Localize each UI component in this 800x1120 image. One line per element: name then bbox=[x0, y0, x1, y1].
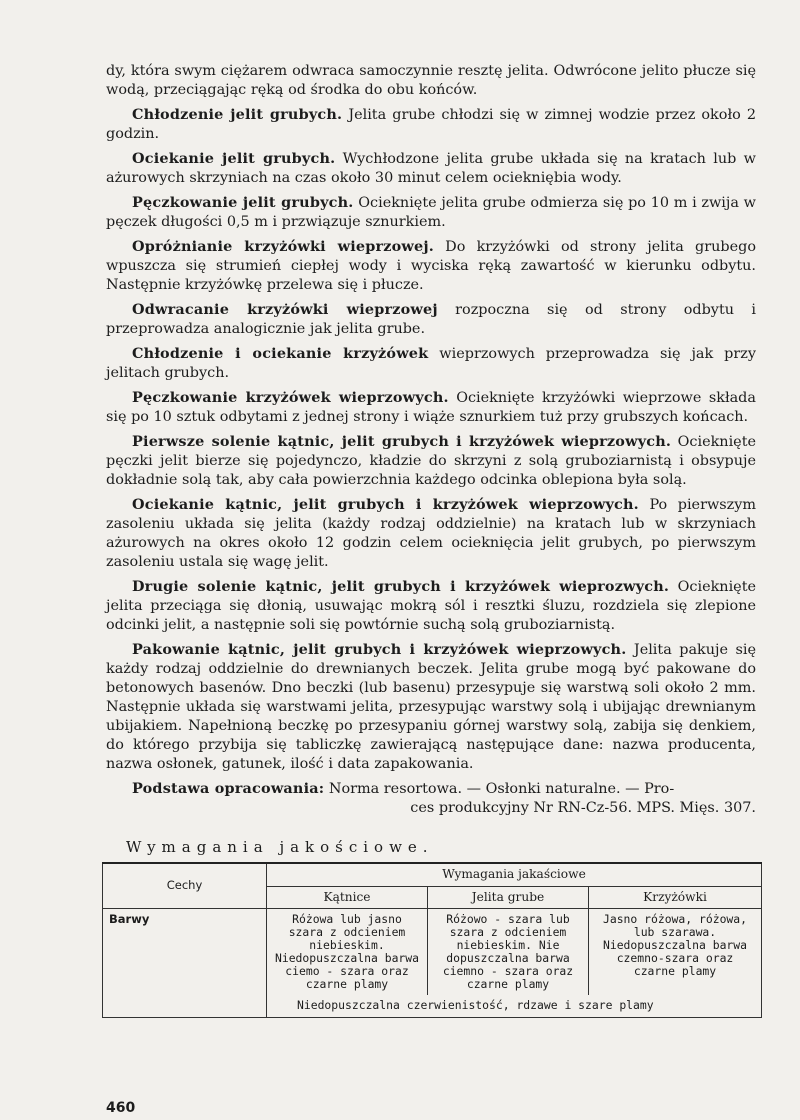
paragraph-heading: Chłodzenie i ociekanie krzyżówek bbox=[132, 345, 429, 362]
paragraph-heading: Ociekanie jelit grubych. bbox=[132, 150, 336, 167]
paragraph-text: Ocieknięte jelita grube odmierza się po 10 m i zwija w pęczek długości 0,5 m i przwiązuje sznurkiem. bbox=[106, 195, 756, 230]
paragraphs bbox=[106, 62, 756, 774]
paragraph bbox=[106, 105, 756, 144]
header-feature: Cechy bbox=[103, 863, 267, 909]
paragraph bbox=[106, 577, 756, 635]
paragraph-heading: Chłodzenie jelit grubych. bbox=[132, 106, 343, 123]
paragraph-text: Ocieknięte jelita przeciąga się dłonią, usuwając mokrą sól i resztki śluzu, rozdziela się zlepione odcinki jelit, a następnie soli się powtórnie suchą solą gruboziarnistą. bbox=[106, 579, 756, 633]
paragraph-heading: Pakowanie kątnic, jelit grubych i krzyżówek wieprzowych. bbox=[132, 641, 627, 658]
header-col-katnice: Kątnice bbox=[267, 886, 428, 909]
paragraph bbox=[106, 300, 756, 339]
paragraph-heading: Drugie solenie kątnic, jelit grubych i krzyżówek wieprozwych. bbox=[132, 578, 670, 595]
paragraph-heading: Pierwsze solenie kątnic, jelit grubych i krzyżówek wieprzowych. bbox=[132, 433, 672, 450]
requirements-table bbox=[102, 862, 762, 1018]
source-text: Norma resortowa. — Osłonki naturalne. — Pro- bbox=[324, 781, 675, 797]
cell-jelita-grube: Różowo - szara lub szara z odcieniem niebieskim. Nie dopuszczalna barwa ciemno - szara oraz czarne plamy bbox=[428, 909, 589, 996]
cell-common: Niedopuszczalna czerwienistość, rdzawe i szare plamy bbox=[267, 995, 762, 1017]
cell-krzyzowki: Jasno różowa, różowa, lub szarawa. Niedopuszczalna barwa czemno-szara oraz czarne plamy bbox=[589, 909, 762, 996]
paragraph bbox=[106, 495, 756, 572]
paragraph-text: Jelita grube chłodzi się w zimnej wodzie przez około 2 godzin. bbox=[106, 107, 756, 142]
paragraph-text: Jelita pakuje się każdy rodzaj oddzielnie do drewnianych beczek. Jelita grube mogą być pakowane do betonowych basenów. Dno beczki (lub basenu) przesypuje się warstwą soli około 2 mm. Następnie układa się warstwami jelita, przesypując warstwy solą i ubijając drewnianym ubijakiem. Napełnioną beczkę po przesypaniu górnej warstwy solą, zabija się denkiem, do którego przybija się tabliczkę zawierającą następujące dane: nazwa producenta, nazwa osłonek, gatunek, ilość i data zapakowania. bbox=[106, 642, 756, 772]
table-row bbox=[103, 909, 762, 996]
header-col-jelita-grube: Jelita grube bbox=[428, 886, 589, 909]
paragraph bbox=[106, 193, 756, 232]
paragraph-text: Ocieknięte krzyżówki wieprzowe składa się po 10 sztuk odbytami z jednej strony i wiąże sznurkiem tuż przy grubszych końcach. bbox=[106, 390, 756, 425]
paragraph-heading: Opróżnianie krzyżówki wieprzowej. bbox=[132, 238, 434, 255]
header-group: Wymagania jakaściowe bbox=[267, 863, 762, 886]
paragraph-heading: Odwracanie krzyżówki wieprzowej bbox=[132, 301, 438, 318]
paragraph-text: Po pierwszym zasoleniu układa się jelita (każdy rodzaj oddzielnie) na kratach lub w skrzyniach ażurowych na okres około 12 godzin celem ocieknięcia jelit grubych, po pierwszym zasoleniu ustala się wagę jelit. bbox=[106, 497, 757, 570]
paragraph-text: Do krzyżówki od strony jelita grubego wpuszcza się strumień ciepłej wody i wyciska ręką zawartość w kierunku odbytu. Następnie krzyżówkę przelewa się i płucze. bbox=[106, 239, 756, 293]
paragraph-text: wieprzowych przeprowadza się jak przy jelitach grubych. bbox=[106, 346, 756, 381]
paragraph-heading: Ociekanie kątnic, jelit grubych i krzyżówek wieprzowych. bbox=[132, 496, 639, 513]
header-col-krzyzowki: Krzyżówki bbox=[589, 886, 762, 909]
page-body bbox=[106, 62, 756, 1018]
source-continuation: ces produkcyjny Nr RN-Cz-56. MPS. Mięs. 307. bbox=[410, 800, 756, 816]
paragraph-text: Wychłodzone jelita grube układa się na kratach lub w ażurowych skrzyniach na czas około 30 minut celem ociekniębia wody. bbox=[106, 151, 756, 186]
paragraph bbox=[106, 388, 756, 427]
paragraph-text: Ocieknięte pęczki jelit bierze się pojedynczo, kładzie do skrzyni z solą gruboziarnistą i obsypuje dokładnie solą tak, aby cała powierzchnia każdego odcinka oblepiona była solą. bbox=[106, 434, 756, 488]
row-feature: Barwy bbox=[103, 909, 267, 1018]
source-note bbox=[106, 779, 756, 818]
paragraph-heading: Pęczkowanie krzyżówek wieprzowych. bbox=[132, 389, 449, 406]
section-title: Wymagania jakościowe. bbox=[126, 838, 434, 856]
paragraph-text: dy, która swym ciężarem odwraca samoczynnie resztę jelita. Odwrócone jelito płucze się wodą, przeciągając ręką od środka do obu końców. bbox=[106, 63, 756, 98]
paragraph bbox=[106, 62, 756, 100]
page-number: 460 bbox=[106, 1100, 136, 1116]
source-head: Podstawa opracowania: bbox=[132, 780, 325, 797]
paragraph bbox=[106, 237, 756, 295]
paragraph bbox=[106, 640, 756, 774]
cell-katnice: Różowa lub jasno szara z odcieniem niebieskim. Niedopuszczalna barwa ciemo - szara oraz czarne plamy bbox=[267, 909, 428, 996]
paragraph-heading: Pęczkowanie jelit grubych. bbox=[132, 194, 354, 211]
paragraph-text: rozpoczna się od strony odbytu i przeprowadza analogicznie jak jelita grube. bbox=[106, 302, 756, 337]
paragraph bbox=[106, 432, 756, 490]
paragraph bbox=[106, 344, 756, 383]
paragraph bbox=[106, 149, 756, 188]
